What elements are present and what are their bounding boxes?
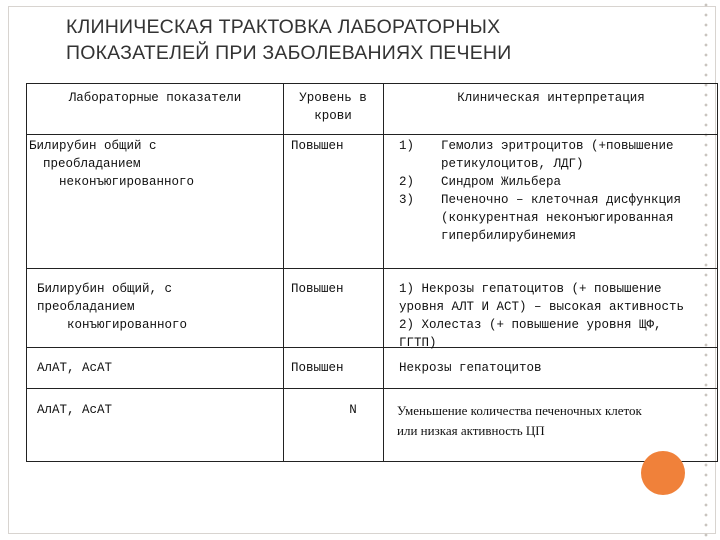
row3-interpretation: Некрозы гепатоцитов bbox=[399, 361, 542, 375]
interpretation-table bbox=[26, 83, 718, 462]
row1-item2-line-1: Синдром Жильбера bbox=[441, 175, 562, 189]
row3-indicator: АлАТ, АсАТ bbox=[37, 361, 113, 375]
row3-level: Повышен bbox=[291, 361, 344, 375]
slide-title bbox=[66, 14, 666, 66]
row1-item1-number: 1) bbox=[399, 139, 415, 153]
row1-item3-number: 3) bbox=[399, 193, 415, 207]
header-level bbox=[283, 89, 383, 125]
row2-indicator bbox=[37, 280, 281, 334]
row2-line-3: 2) Холестаз (+ повышение уровня ЩФ, bbox=[399, 318, 662, 332]
row2-indicator-line-1: Билирубин общий, с bbox=[37, 282, 173, 296]
title-line-2: ПОКАЗАТЕЛЕЙ ПРИ ЗАБОЛЕВАНИЯХ ПЕЧЕНИ bbox=[66, 42, 512, 64]
title-line-1: КЛИНИЧЕСКАЯ ТРАКТОВКА ЛАБОРАТОРНЫХ bbox=[66, 16, 501, 38]
row2-interpretation bbox=[399, 280, 719, 352]
row2-line-2: уровня АЛТ И АСТ) – высокая активность bbox=[399, 300, 685, 314]
header-level-line-1: Уровень в bbox=[299, 91, 367, 105]
row-divider-3 bbox=[27, 388, 717, 389]
row1-level: Повышен bbox=[291, 139, 344, 153]
header-interpretation: Клиническая интерпретация bbox=[457, 91, 645, 105]
row1-indicator bbox=[29, 137, 281, 191]
row1-item2-number: 2) bbox=[399, 175, 415, 189]
row1-indicator-line-2: преобладанием bbox=[43, 157, 141, 171]
row2-line-4: ГГТП) bbox=[399, 336, 437, 350]
decorative-orange-circle bbox=[641, 451, 685, 495]
row1-indicator-line-1: Билирубин общий с bbox=[29, 139, 157, 153]
row2-level: Повышен bbox=[291, 282, 344, 296]
row2-indicator-line-3: конъюгированного bbox=[67, 318, 188, 332]
row1-item3-line-2: (конкурентная неконъюгированная bbox=[441, 211, 674, 225]
row-divider-1 bbox=[27, 268, 717, 269]
header-indicators: Лабораторные показатели bbox=[68, 91, 242, 105]
row1-item3-line-3: гипербилирубинемия bbox=[441, 229, 577, 243]
row4-indicator: АлАТ, АсАТ bbox=[37, 403, 113, 417]
table-top-border bbox=[27, 83, 717, 84]
row2-line-1: 1) Некрозы гепатоцитов (+ повышение bbox=[399, 282, 662, 296]
row1-item3-line-1: Печеночно – клеточная дисфункция bbox=[441, 193, 682, 207]
row1-item1-line-2: ретикулоцитов, ЛДГ) bbox=[441, 157, 584, 171]
row4-line-1: Уменьшение количества печеночных клеток bbox=[397, 403, 642, 418]
row4-interpretation bbox=[397, 401, 715, 441]
header-level-line-2: крови bbox=[314, 109, 352, 123]
row1-indicator-line-3: неконъюгированного bbox=[59, 175, 195, 189]
row2-indicator-line-2: преобладанием bbox=[37, 300, 135, 314]
row4-line-2: или низкая активность ЦП bbox=[397, 423, 545, 438]
row1-interpretation bbox=[399, 137, 719, 267]
row1-item1-line-1: Гемолиз эритроцитов (+повышение bbox=[441, 139, 674, 153]
header-divider bbox=[27, 134, 717, 135]
row4-level: N bbox=[349, 403, 357, 417]
